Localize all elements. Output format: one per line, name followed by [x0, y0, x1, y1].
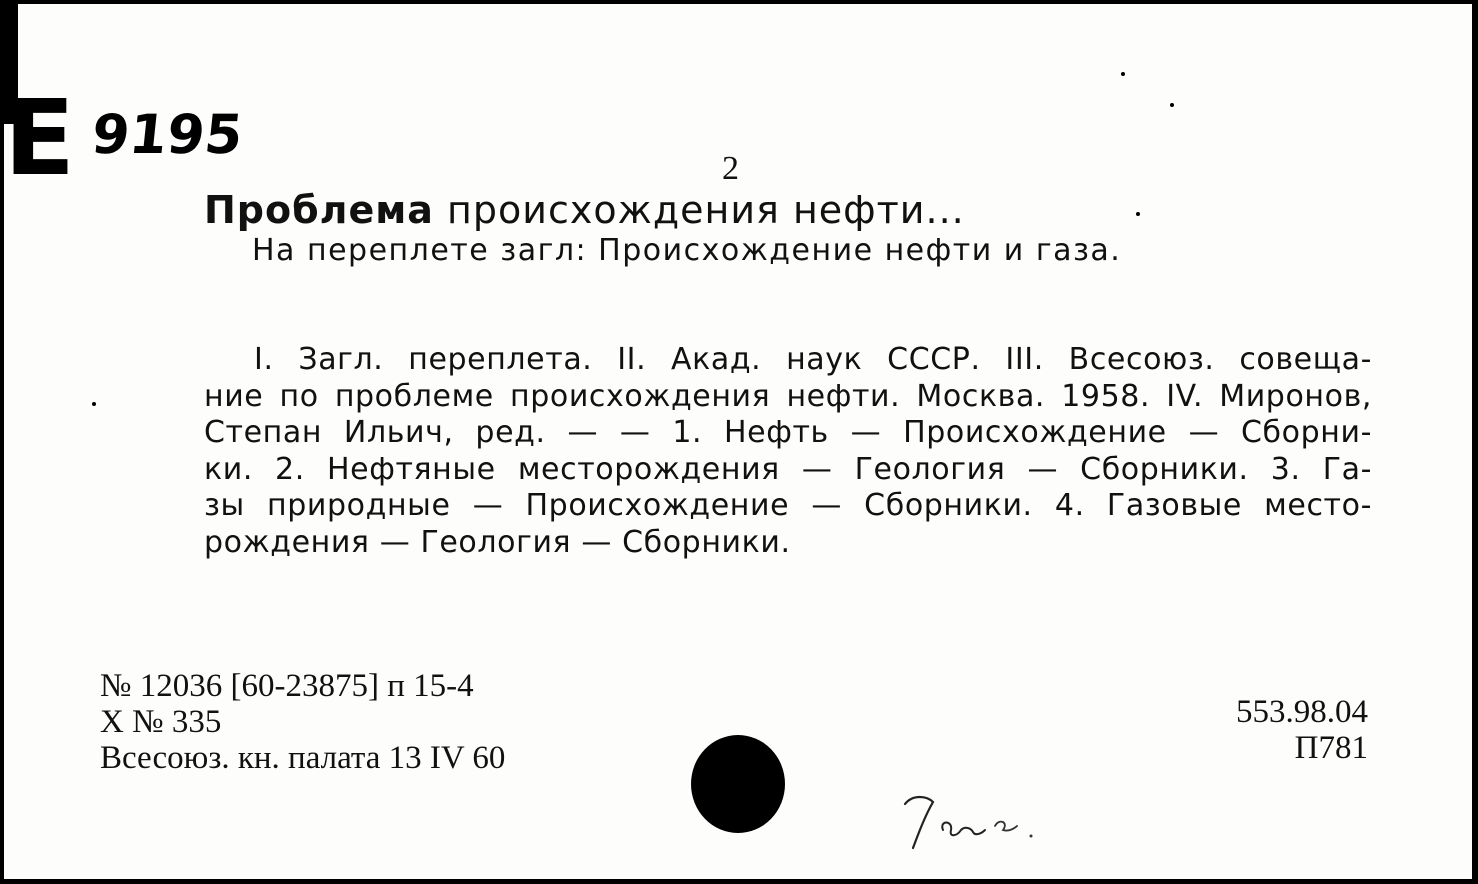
imprint-line: Всесоюз. кн. палата 13 IV 60: [100, 740, 506, 776]
tracing-line: ние по проблеме происхождения нефти. Москва. 1958. IV. Миронов,: [204, 378, 1372, 414]
speck: [1170, 103, 1174, 107]
title-rest: происхождения нефти...: [447, 188, 965, 232]
tracing-line: зы природные — Происхождение — Сборники. 4. Газовые место-: [204, 488, 1372, 523]
shelf-mark-letter: E: [4, 77, 72, 199]
tracing-line: ки. 2. Нефтяные месторождения — Геология — Сборники. 3. Га-: [204, 451, 1372, 487]
title-bold-word: Проблема: [204, 188, 434, 232]
imprint-line: № 12036 [60-23875] п 15-4: [100, 668, 474, 704]
subject-tracings: [204, 342, 1372, 561]
author-mark: П781: [1294, 730, 1368, 766]
binding-title-note: На переплете загл: Происхождение нефти и газа.: [252, 233, 1122, 268]
speck: [1121, 72, 1125, 76]
tracing-line: рождения — Геология — Сборники.: [204, 524, 791, 560]
tracing-line: I. Загл. переплета. II. Акад. наук СССР. III. Всесоюз. совеща-: [254, 342, 1372, 377]
udc-code: 553.98.04: [1236, 694, 1368, 730]
shelf-mark-number: 9195: [88, 103, 246, 166]
card-title: [204, 188, 965, 232]
speck: [92, 402, 96, 406]
classification-codes: [1236, 694, 1368, 766]
tracing-line: Степан Ильич, ред. — — 1. Нефть — Происхождение — Сборни-: [204, 415, 1372, 450]
handwritten-note: [899, 786, 1049, 856]
speck: [1136, 212, 1140, 216]
punch-hole: [691, 735, 785, 833]
imprint-line: X № 335: [100, 704, 222, 740]
card-imprint: [100, 668, 505, 776]
page-number: 2: [722, 150, 739, 187]
